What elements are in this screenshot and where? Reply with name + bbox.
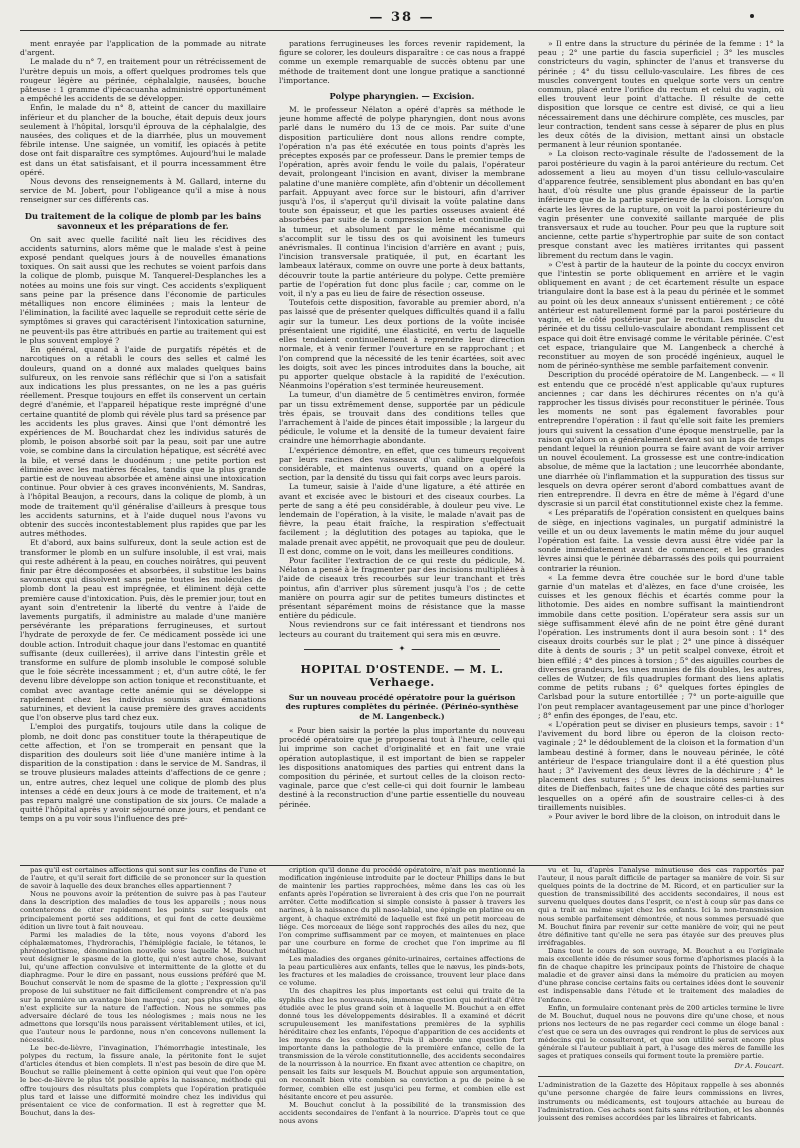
page-header — [20, 8, 784, 31]
article-heading-ostende: HOPITAL D'OSTENDE. — M. L. Verhaege. — [300, 662, 504, 689]
article-heading-lead-colic: Du traitement de la colique de plomb par les bains savonneux et les préparations de fer. — [24, 210, 262, 231]
review-column-2 — [279, 866, 525, 1134]
ornament-glyph: ✦ — [393, 644, 412, 653]
paragraph: Parmi les maladies de la tête, nous voyons d'abord les céphalæmatomes, l'hydrorachis, l'hémiplégie faciale, le tétanos, le phrénoglottisme, dénomination nouvelle sous laquelle M. Bouchut veut désigner le spasme de la glotte, qui n'est autre chose, suivant lui, qu'une affection convulsive et intermittente de la glotte et du diaphragme. Pour le dire en passant, nous eussions préféré que M. Bouchut conservât le nom de spasme de la glotte ; l'expression qu'il propose de lui substituer ne fait difficilement comprendre et n'a pas sur la première un avantage bien marqué ; car, pas plus qu'elle, elle n'est explicite sur la nature de l'affection. Nous ne sommes pas adversaire déclaré de tous les néologismes ; mais nous ne les admettons que lorsqu'ils nous paraissent véritablement utiles, et ici, que l'auteur nous le pardonne, nous n'en concevons nullement la nécessité. — [20, 930, 266, 1044]
article-heading-polype: Polype pharyngien. — Excision. — [329, 91, 475, 102]
article-continuation — [279, 39, 525, 85]
paragraph: pas qu'il est certaines affections qui sont sur les confins de l'une et de l'autre, et qu'il serait fort difficile de se prononcer sur la question de savoir à laquelle des deux branches elles appartiennent ? — [20, 866, 266, 891]
article-perinee-body — [279, 726, 525, 809]
paragraph: parations ferrugineuses les forces revenir rapidement, la figure se colorer, les douleurs disparaître : ce cas nous a frappé comme un exemple remarquable de succès obtenu par une méthode de traitement dont une longue pratique a sanctionné l'importance. — [279, 39, 525, 85]
paragraph: Un des chapitres les plus importants est celui qui traite de la syphilis chez les nouveaux-nés, immense question qui méritait d'être étudiée avec le plus grand soin et à laquelle M. Bouchut a en effet donné tous les développements désirables. Il a examiné et décrit scrupuleusement les manifestations premières de la syphilis héréditaire chez les enfants, l'époque d'apparition de ces accidents et les moyens de les combattre. Puis il aborde une question fort importante dans la pathologie de la première enfance, celle de la transmission de la vérole constitutionnelle, des accidents secondaires de la nourrisson à la nourrice. En fixant avec attention ce chapitre, on pensait les faits sur lesquels M. Bouchut appuie son argumentation, on reconnaît bien vite combien sa conviction a pu de peine à se former, combien elle est jusqu'ici peu ferme, et combien elle est hésitante encore et peu assurée. — [279, 987, 525, 1101]
paragraph: L'emploi des purgatifs, toujours utile dans la colique de plomb, ne doit donc pas constituer toute la thérapeutique de cette affection, et l'on se tromperait en pensant que la disparition des douleurs soit liée d'une manière intime à la disparition de la constipation : dans le service de M. Sandras, il se trouve plusieurs malades atteints d'affections de ce genre ; un, entre autres, chez lequel une colique de plomb des plus intenses a cédé en deux jours à ce mode de traitement, et n'a pas reparu malgré une constipation de six jours. Ce malade a quitté l'hôpital après y avoir séjourné onze jours, et pendant ce temps on a pu voir sous l'influence des pré- — [20, 722, 266, 824]
paragraph: Description du procédé opératoire de M. Langenbeck. — « Il est entendu que ce procédé n'est applicable qu'aux ruptures anciennes ; car dans les déchirures récentes on n'a qu'à rapprocher les tissus divisés pour reconstituer le périnée. Tous les moments ne sont pas également favorables pour entreprendre l'opération : il faut qu'elle soit faite les premiers jours qui suivent la cessation d'une époque menstruelle, par la raison qu'alors on a généralement devant soi un laps de temps pendant lequel la réunion pourra se faire avant de voir arriver un nouvel écoulement. La grossesse est une contre-indication absolue, de même que la lactation ; une leucorrhée abondante, une diarrhée où l'inflammation et la suppuration des tissus sur lesquels on devra opérer seront d'abord combattues avant de rien entreprendre. Il devra en être de même à l'égard d'une dyscrasie si un parcil état constitutionnel existe chez la femme. — [538, 370, 784, 509]
header-dot-mark — [750, 14, 754, 18]
administration-notice: L'administration de la Gazette des Hôpitaux rappelle à ses abonnés qu'une personne chargée de faire leurs commissions en livres, instruments ou médicaments, est toujours attachée au bureau de l'administration. Ces achats sont faits sans rétribution, et les abonnés jouissent des remises accordées par les libraires et fabricants. — [538, 1076, 784, 1121]
article-polype-body — [279, 105, 525, 639]
paragraph: La tumeur, saisie à l'aide d'une ligature, a été attirée en avant et excisée avec le bistouri et des ciseaux courbes. La perte de sang a été peu considérable, à douleur peu vive. Le lendemain de l'opération, à la visite, le malade n'avait pas de fièvre, la peau était fraîche, la respiration s'effectuait facilement ; la déglutition des potages au tapioka, que le malade prenait avec appétit, ne provoquait que peu de douleur. Il est donc, comme on le voit, dans les meilleures conditions. — [279, 482, 525, 556]
paragraph: » La cloison recto-vaginale résulte de l'adossement de la paroi postérieure du vagin à la paroi antérieure du rectum. Cet adossement a lieu au moyen d'un tissu cellulo-vasculaire d'apparence feutrée, sensiblement plus abondant en bas qu'en haut, d'où résulte une plus grande épaisseur de la partie inférieure que de la partie supérieure de la cloison. Lorsqu'on écarte les lèvres de la rupture, on voit la paroi postérieure du vagin présenter une convexité saillante marquée de plis transversaux et rude au toucher. Pour peu que la rupture soit ancienne, cette partie s'hypertrophie par suite de son contact presque constant avec les matières irritantes qui passent librement du rectum dans le vagin. — [538, 149, 784, 260]
paragraph: M. Bouchut conclut à la possibilité de la transmission des accidents secondaires de l'enfant à la nourrice. D'après tout ce que nous avons — [279, 1100, 525, 1125]
paragraph: Dans tout le cours de son ouvrage, M. Bouchut a eu l'originale mais excellente idée de résumer sous forme d'aphorismes placés à la fin de chaque chapitre les principaux points de l'histoire de chaque maladie et de graver ainsi dans la mémoire du praticien au moyen d'une phrase concise certains faits ou certaines idées dont le souvenir est indispensable dans l'étude et le traitement des maladies de l'enfance. — [538, 946, 784, 1004]
paragraph: Nous ne pouvons avoir la prétention de suivre pas à pas l'auteur dans la description des maladies de tous les appareils ; nous nous contenterons de citer rapidement les points sur lesquels ont principalement porté ses additions, et qui font de cette deuxième édition un livre tout à fait nouveau. — [20, 890, 266, 931]
paragraph: » C'est à partir de la hauteur de la pointe du coccyx environ que l'intestin se porte obliquement en arrière et le vagin obliquement en avant ; de cet écartement résulte un espace triangulaire dont la base est à la peau du périnée et le sommet au point où les deux anneaux s'unissent entièrement ; ce côté antérieur est naturellement formé par la paroi postérieure du vagin, et le côté postérieur par le rectum. Les muscles du périnée et du tissu cellulo-vasculaire abondant remplissent cet espace qui doit être envisagé comme le véritable périnée. C'est cet espace, triangulaire que M. Langenbeck a cherché à reconstituer au moyen de son procédé ingénieux, auquel le nom de périnéo-synthèse me semble parfaitement convenir. — [538, 259, 784, 371]
paragraph: « Les préparatifs de l'opération consistent en quelques bains de siège, en injections vaginales, un purgatif administré la veille et un ou deux lavements le matin même du jour auquel l'opération est faite. La vessie devra aussi être vidée par la sonde immédiatement avant de commencer, et les grandes lèvres ainsi que le périnée débarrassés des poils qui pourraient contrarier la réunion. — [538, 508, 784, 573]
paragraph: ment enrayée par l'application de la pommade au nitrate d'argent. — [20, 39, 266, 58]
article-lead-colic-body — [20, 235, 266, 824]
paragraph: « Pour bien saisir la portée la plus importante du nouveau procédé opératoire que je proposerai tout à l'heure, celle qui lui imprime son cachet d'originalité et en fait une vraie opération autoplastique, il est important de bien se rappeler les dispositions anatomiques des parties qui entrent dans la composition du périnée, et surtout celles de la cloison recto-vaginale, parce que c'est celle-ci qui doit fournir le lambeau destiné à la reconstruction d'une partie essentielle du nouveau périnée. — [279, 726, 525, 809]
article-perinee-continuation — [538, 39, 784, 821]
book-review-text — [538, 866, 784, 1060]
paragraph: L'expérience démontre, en effet, que ces tumeurs reçoivent par leurs racines des vaisseaux d'un calibre quelquefois considérable, et maintenus ouverts, quand on a opéré la section, par la densité du tissu qui fait corps avec leurs parois. — [279, 445, 525, 483]
column-2 — [279, 39, 525, 859]
paragraph: Enfin, un formulaire contenant près de 200 articles termine le livre de M. Bouchut, duquel nous ne pouvons dire qu'une chose, et nous prions nos lecteurs de ne pas regarder ceci comme un éloge banal : c'est que ce sera un des ouvrages qui rendront le plus de services aux médecins qui le consulteront, et que son utilité serait encore plus générale si l'auteur publiait à part, à l'usage des mères de famille les sages et pratiques conseils qui forment toute la première partie. — [538, 1003, 784, 1061]
paragraph: » Il entre dans la structure du périnée de la femme : 1° la peau ; 2° une partie du fascia superficiel ; 3° les muscles constricteurs du vagin, sphincter de l'anus et transverse du périnée ; 4° du tissu cellulo-vasculaire. Les fibres de ces muscles convergent toutes en quelque sorte vers un centre commun, placé entre l'orifice du rectum et celui du vagin, où elles trouvent leur point d'attache. Il résulte de cette disposition que lorsque ce centre est divisé, ce qui a lieu nécessairement dans une déchirure complète, ces muscles, par leur contraction, tendent sans cesse à séparer de plus en plus les deux côtés de la division, mettant ainsi un obstacle permanent à leur réunion spontanée. — [538, 39, 784, 150]
paragraph: « La femme devra être couchée sur le bord d'une table garnie d'un matelas et d'alèzes, en face d'une croisée, les cuisses et les genoux fléchis et écartés comme pour la lithotomie. Des aides en nombre suffisant la maintiendront immobile dans cette position. L'opérateur sera assis sur un siège suffisamment élevé afin de ne point être gêné durant l'opération. Les instruments dont il aura besoin sont : 1° des ciseaux droits courbés sur le plat ; 2° une pince à disséquer dite à dents de souris ; 3° un petit scalpel convexe, étroit et bien effilé ; 4° des pinces à torsion ; 5° des aiguilles courbes de diverses grandeurs, les unes munies de fils doubles, les autres, celles de Wutzer, de fils quadruples formant des liens aplatis comme de petits rubans ; 6° quelques fortes épingles de Carlsbad pour la suture entortillée ; 7° un porte-aiguille que l'on peut remplacer avantageusement par une pince d'horloger ; 8° enfin des éponges, de l'eau, etc. — [538, 572, 784, 720]
book-review-text — [20, 866, 266, 1117]
paragraph: En général, quand à l'aide de purgatifs répétés et de narcotiques on a rétabli le cours des selles et calmé les douleurs, quand on a donné aux malades quelques bains sulfureux, on les renvoie sans réfléchir que si l'on a satisfait aux indications les plus pressantes, on ne les a pas guéris réellement. Presque toujours en effet ils conservent un certain degré d'anémie, et l'appareil hépatique reste imprégné d'une certaine quantité de plomb qui révèle plus tard sa présence par les accidents les plus graves. Ainsi que l'ont démontré les expériences de M. Bouchardat chez les individus saturés de plomb, le poison absorbé soit par la peau, soit par une autre voie, se combine dans la circulation hépatique, est sécrété avec la bile, et versé dans le duodénum ; une petite portion est éliminée avec les matières fécales, tandis que la plus grande partie est de nouveau absorbée et amène ainsi une intoxication continue. Pour obvier à ces graves inconvénients, M. Sandras, à l'hôpital Beaujon, a recours, dans la colique de plomb, à un mode de traitement qu'il généralise d'ailleurs à presque tous les accidents saturnins, et à l'aide duquel nous l'avons vu obtenir des succès incontestablement plus rapides que par les autres méthodes. — [20, 345, 266, 539]
paragraph: cription qu'il donne du procédé opératoire, n'ait pas mentionné la modification ingénieuse introduite par le docteur Phillips dans le but de maintenir les parties rapprochées, même dans les cas où les enfants après l'opération se livreraient à des cris que l'on ne pourrait arrêter. Cette modification si simple consiste à passer à travers les narines, à la naissance du pli naso-labial, une épingle en platine ou en argent, à chaque extrémité de laquelle est fixé un petit morceau de liége. Ces morceaux de liége sont rapprochés des ailes du nez, que l'on comprime suffisamment par ce moyen, et maintenues en place par une courbure en forme de crochet que l'on imprime au fil métallique. — [279, 866, 525, 955]
author-signature: Dr A. Foucart. — [734, 1062, 784, 1071]
column-1 — [20, 39, 266, 859]
paragraph: Toutefois cette disposition, favorable au premier abord, n'a pas laissé que de présenter quelques difficultés quand il a fallu agir sur la tumeur. Les deux portions de la voûte incisée présentaient une rigidité, une élasticité, en vertu de laquelle elles tendaient continuellement à reprendre leur direction normale, et à venir fermer l'ouverture en se rapprochant ; et l'on comprend que la nécessité de les tenir écartées, soit avec les doigts, soit avec les pinces introduites dans la bouche, ait pu apporter quelque obstacle à la rapidité de l'exécution. Néanmoins l'opération s'est terminée heureusement. — [279, 298, 525, 391]
page-number: — 38 — — [369, 10, 435, 25]
paragraph: On sait avec quelle facilité naît lieu les récidives des accidents saturnins, alors même que le malade s'est à peine exposé pendant quelques jours à de nouvelles émanations toxiques. On sait aussi que les rechutes se voient parfois dans la colique de plomb, puisque M. Tanquerel-Desplanches les a notées au moins une fois sur vingt. Ces accidents s'expliquent sans peine par la présence dans l'économie de particules métalliques non encore éliminées ; mais la lenteur de l'élimination, la facilité avec laquelle se reproduit cette série de symptômes si graves qui caractérisent l'intoxication saturnine, ne peuvent-ils pas être attribués en partie au traitement qui est le plus souvent employé ? — [20, 234, 266, 345]
top-columns — [20, 39, 784, 859]
paragraph: « L'opération peut se diviser en plusieurs temps, savoir : 1° l'avivement du bord libre ou éperon de la cloison recto-vaginale ; 2° le dédoublement de la cloison et la formation d'un lambeau destiné à former, dans le nouveau périnée, le côté antérieur de l'espace triangulaire dont il a été question plus haut ; 3° l'avivement des deux lèvres de la déchirure ; 4° le placement des sutures ; 5° les deux incisions semi-lunaires dites de Dieffenbach, faites une de chaque côté des parties sur lesquelles on a opéré afin de soustraire celles-ci à des tiraillements nuisibles. — [538, 720, 784, 812]
paragraph: Nous reviendrons sur ce fait intéressant et tiendrons nos lecteurs au courant du traitement qui sera mis en œuvre. — [279, 620, 525, 639]
paragraph: Et d'abord, aux bains sulfureux, dont la seule action est de transformer le plomb en un sulfure insoluble, il est vrai, mais qui reste adhérent à la peau, en couches noirâtres, qui peuvent finir par être décomposées et absorbées, il substitue les bains savonneux qui dissolvent sans peine toutes les molécules de plomb dont la peau est imprégnée, et éliminent déjà cette première cause d'intoxication. Puis, dès le premier jour, tout en ayant soin d'entretenir la liberté du ventre à l'aide de lavements purgatifs, il administre au malade d'une manière persévérante les préparations ferrugineuses, et surtout l'hydrate de peroxyde de fer. Ce médicament possède ici une double action. Introduit chaque jour dans l'estomac en quantité suffisante (deux cuillerées), il arrive dans l'intestin grêle et transforme en sulfure de plomb insoluble le composé soluble que le foie sécrète incessamment ; et, d'un autre côté, le fer devenu libre développe son action tonique et reconstituante, et combat avec avantage cette anémie qui se développe si rapidement chez les individus soumis aux émanations saturnines, et devient la cause première des graves accidents que l'on observe plus tard chez eux. — [20, 538, 266, 723]
paragraph: » Pour aviver le bord libre de la cloison, on introduit dans le — [548, 812, 780, 822]
paragraph: Nous devons des renseignements à M. Gallard, interne du service de M. Jobert, pour l'obligeance qu'il a mise à nous renseigner sur ces différents cas. — [20, 177, 266, 205]
review-column-1 — [20, 866, 266, 1134]
paragraph: vu et lu, d'après l'analyse minutieuse des cas rapportés par l'auteur, il nous paraît difficile de partager sa manière de voir. Si sur quelques points de la doctrine de M. Ricord, et en particulier sur la question de transmissibilité des accidents secondaires, il nous est survenu quelques doutes dans l'esprit, ce n'est à coup sûr pas dans ce qui a trait au même sujet chez les enfants. Ici la non-transmission nous semble parfaitement démontrée, et nous sommes persuadé que M. Bouchut finira par revenir sur cette manière de voir, qui ne peut être définitive tant qu'elle ne sera pas étayée sur des preuves plus irréfragables. — [538, 866, 784, 947]
paragraph: Le malade du n° 7, en traitement pour un rétrécissement de l'urètre depuis un mois, a offert quelques prodromes tels que rougeur légère au périnée, céphalalgie, nausées, bouche pâteuse : 1 gramme d'ipécacuanha administré opportunément a empêché les accidents de se développer. — [20, 57, 266, 104]
section-ornament — [279, 645, 525, 655]
article-subheading-perinee: Sur un nouveau procédé opératoire pour la guérison des ruptures complètes du périnée. (Périnéo-synthèse de M. Langenbeck.) — [285, 692, 519, 721]
review-column-3 — [538, 866, 784, 1134]
paragraph: La tumeur, d'un diamètre de 5 centimètres environ, formée par un tissu extrêmement dense, supportée par un pédicule très épais, se trouvait dans des conditions telles que l'arrachement à l'aide de pinces était impossible ; la largeur du pédicule, le volume et la densité de la tumeur devaient faire craindre une hémorrhagie abondante. — [279, 390, 525, 446]
paragraph: M. le professeur Nélaton a opéré d'après sa méthode le jeune homme affecté de polype pharyngien, dont nous avons parlé dans le numéro du 13 de ce mois. Par suite d'une disposition particulière dont nous allons rendre compte, l'opération n'a pas été exécutée en tous points d'après les préceptes exposés par ce professeur. Dans le premier temps de l'opération, après avoir fendu le voile du palais, l'opérateur devait, prolongeant l'incision en avant, diviser la membrane palatine d'une manière complète, afin d'obtenir un décollement parfait. Appuyant avec force sur le bistouri, afin d'arriver jusqu'à l'os, il s'aperçut qu'il divisait la voûte palatine dans toute son épaisseur, et que les parties osseuses avaient été absorbées par suite de la compression lente et continuelle de la tumeur, et absolument par le même mécanisme qui s'accomplit sur le tissu des os qui avoisinent les tumeurs anévrismales. Il continua l'incision d'arrière en avant ; puis, l'incision transversale pratiquée, il put, en écartant les lambeaux latéraux, comme on ouvre une porte à deux battants, découvrir toute la partie antérieure du polype. Cette première partie de l'opération fut donc plus facile ; car, comme on le voit, il n'y a pas eu lieu de faire de résection osseuse. — [279, 105, 525, 299]
bottom-columns — [20, 866, 784, 1134]
article-continuation — [20, 39, 266, 205]
column-3 — [538, 39, 784, 859]
paragraph: Les maladies des organes génito-urinaires, certaines affections de la peau particulières aux enfants, telles que le nævus, les pinds-bots, les fractures et les maladies de croissance, trouvent leur place dans ce volume. — [279, 955, 525, 988]
paragraph: Enfin, le malade du n° 8, atteint de cancer du maxillaire inférieur et du plancher de la bouche, était depuis deux jours seulement à l'hôpital, lorsqu'il éprouva de la céphalalgie, des nausées, des coliques et de la diarrhée, plus un mouvement fébrile intense. Une saignée, un vomitif, les opiacés à petite dose ont fait disparaître ces symptômes. Aujourd'hui le malade est dans un état satisfaisant, et il pourra incessamment être opéré. — [20, 103, 266, 177]
paragraph: Pour faciliter l'extraction de ce qui reste du pédicule, M. Nélaton a pensé à le fragmenter par des incisions multipliées à l'aide de ciseaux très recourbés sur leur tranchant et très pointus, afin d'arriver plus sûrement jusqu'à l'os ; de cette manière on pourra agir sur de petites tumeurs distinctes et présentant séparément moins de résistance que la masse entière du pédicule. — [279, 555, 525, 621]
paragraph: Le bec-de-lièvre, l'invagination, l'hémorrhagie intestinale, les polypes du rectum, la fissure anale, la péritonite font le sujet d'articles étendus et bien complets. Il n'est pas besoin de dire que M. Bouchut se rallie pleinement à cette opinion qui veut que l'on opère le bec-de-lièvre le plus tôt possible après la naissance, méthode qui offre toujours des résultats plus complets que l'opération pratiquée plus tard et laisse une difformité moindre chez les individus qui présentaient ce vice de conformation. Il est à regretter que M. Bouchut, dans la des- — [20, 1044, 266, 1117]
book-review-text — [279, 866, 525, 1125]
